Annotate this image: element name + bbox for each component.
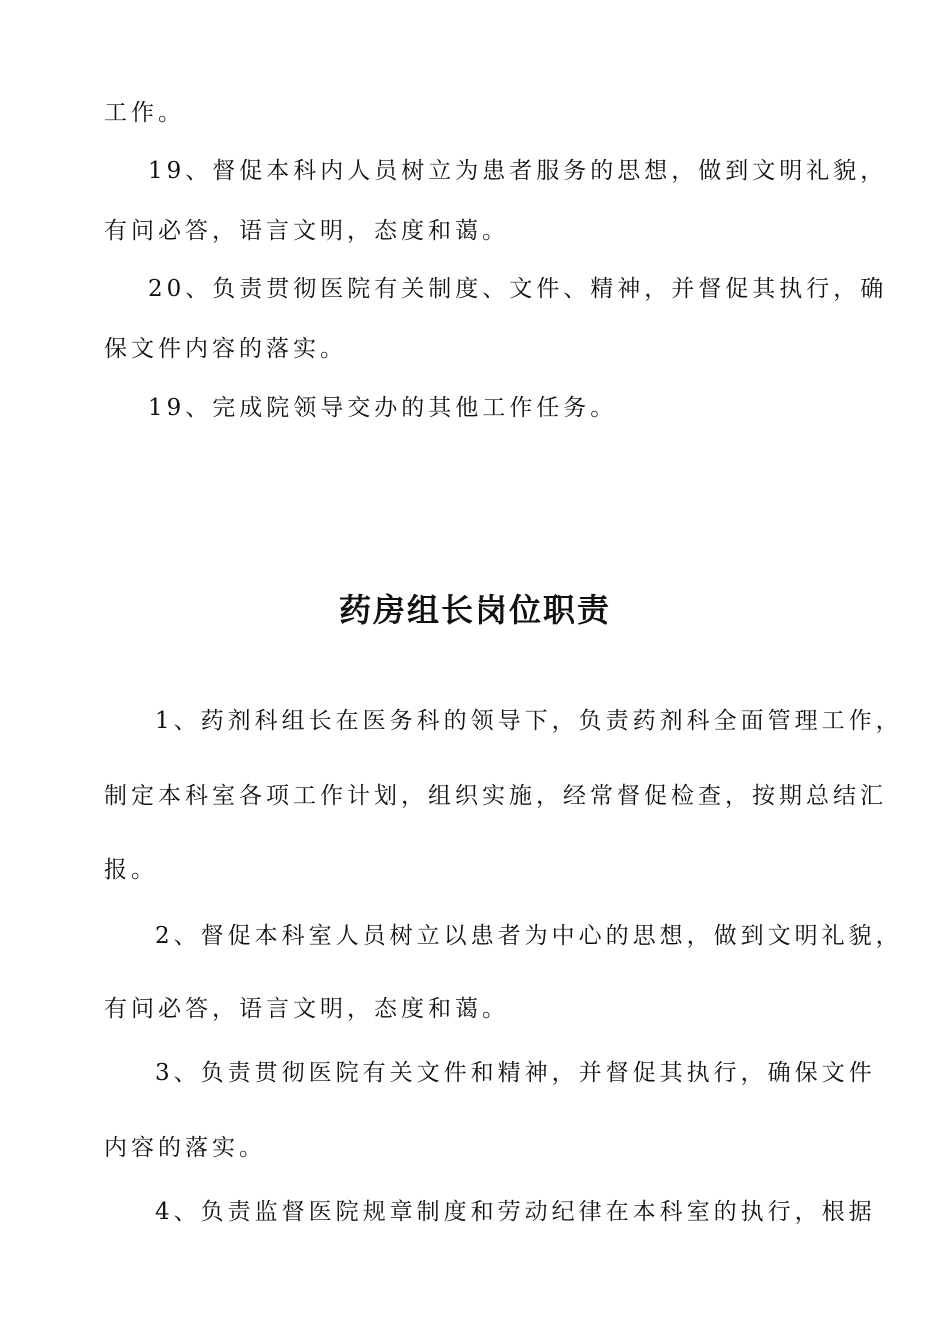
item-1-line-2: 制定本科室各项工作计划，组织实施，经常督促检查，按期总结汇 — [104, 783, 887, 809]
prev-item-19-line-2: 有问必答，语言文明，态度和蔼。 — [104, 218, 509, 244]
section-title: 药房组长岗位职责 — [338, 591, 611, 629]
item-2-line-2: 有问必答，语言文明，态度和蔼。 — [104, 996, 509, 1022]
prev-item-20-line-1: 20、负责贯彻医院有关制度、文件、精神，并督促其执行，确 — [148, 276, 888, 302]
item-1-line-3: 报。 — [104, 857, 158, 883]
item-2-line-1: 2、督促本科室人员树立以患者为中心的思想，做到文明礼貌， — [155, 923, 903, 949]
prev-item-last-line-1: 19、完成院领导交办的其他工作任务。 — [148, 395, 618, 421]
prev-line-1: 工作。 — [104, 100, 185, 126]
item-4-line-1: 4、负责监督医院规章制度和劳动纪律在本科室的执行，根据 — [155, 1199, 876, 1225]
prev-item-20-line-2: 保文件内容的落实。 — [104, 336, 347, 362]
item-3-line-2: 内容的落实。 — [104, 1135, 266, 1161]
item-3-line-1: 3、负责贯彻医院有关文件和精神，并督促其执行，确保文件 — [155, 1060, 876, 1086]
item-1-line-1: 1、药剂科组长在医务科的领导下，负责药剂科全面管理工作， — [155, 708, 903, 734]
prev-item-19-line-1: 19、督促本科内人员树立为患者服务的思想，做到文明礼貌， — [148, 158, 888, 184]
